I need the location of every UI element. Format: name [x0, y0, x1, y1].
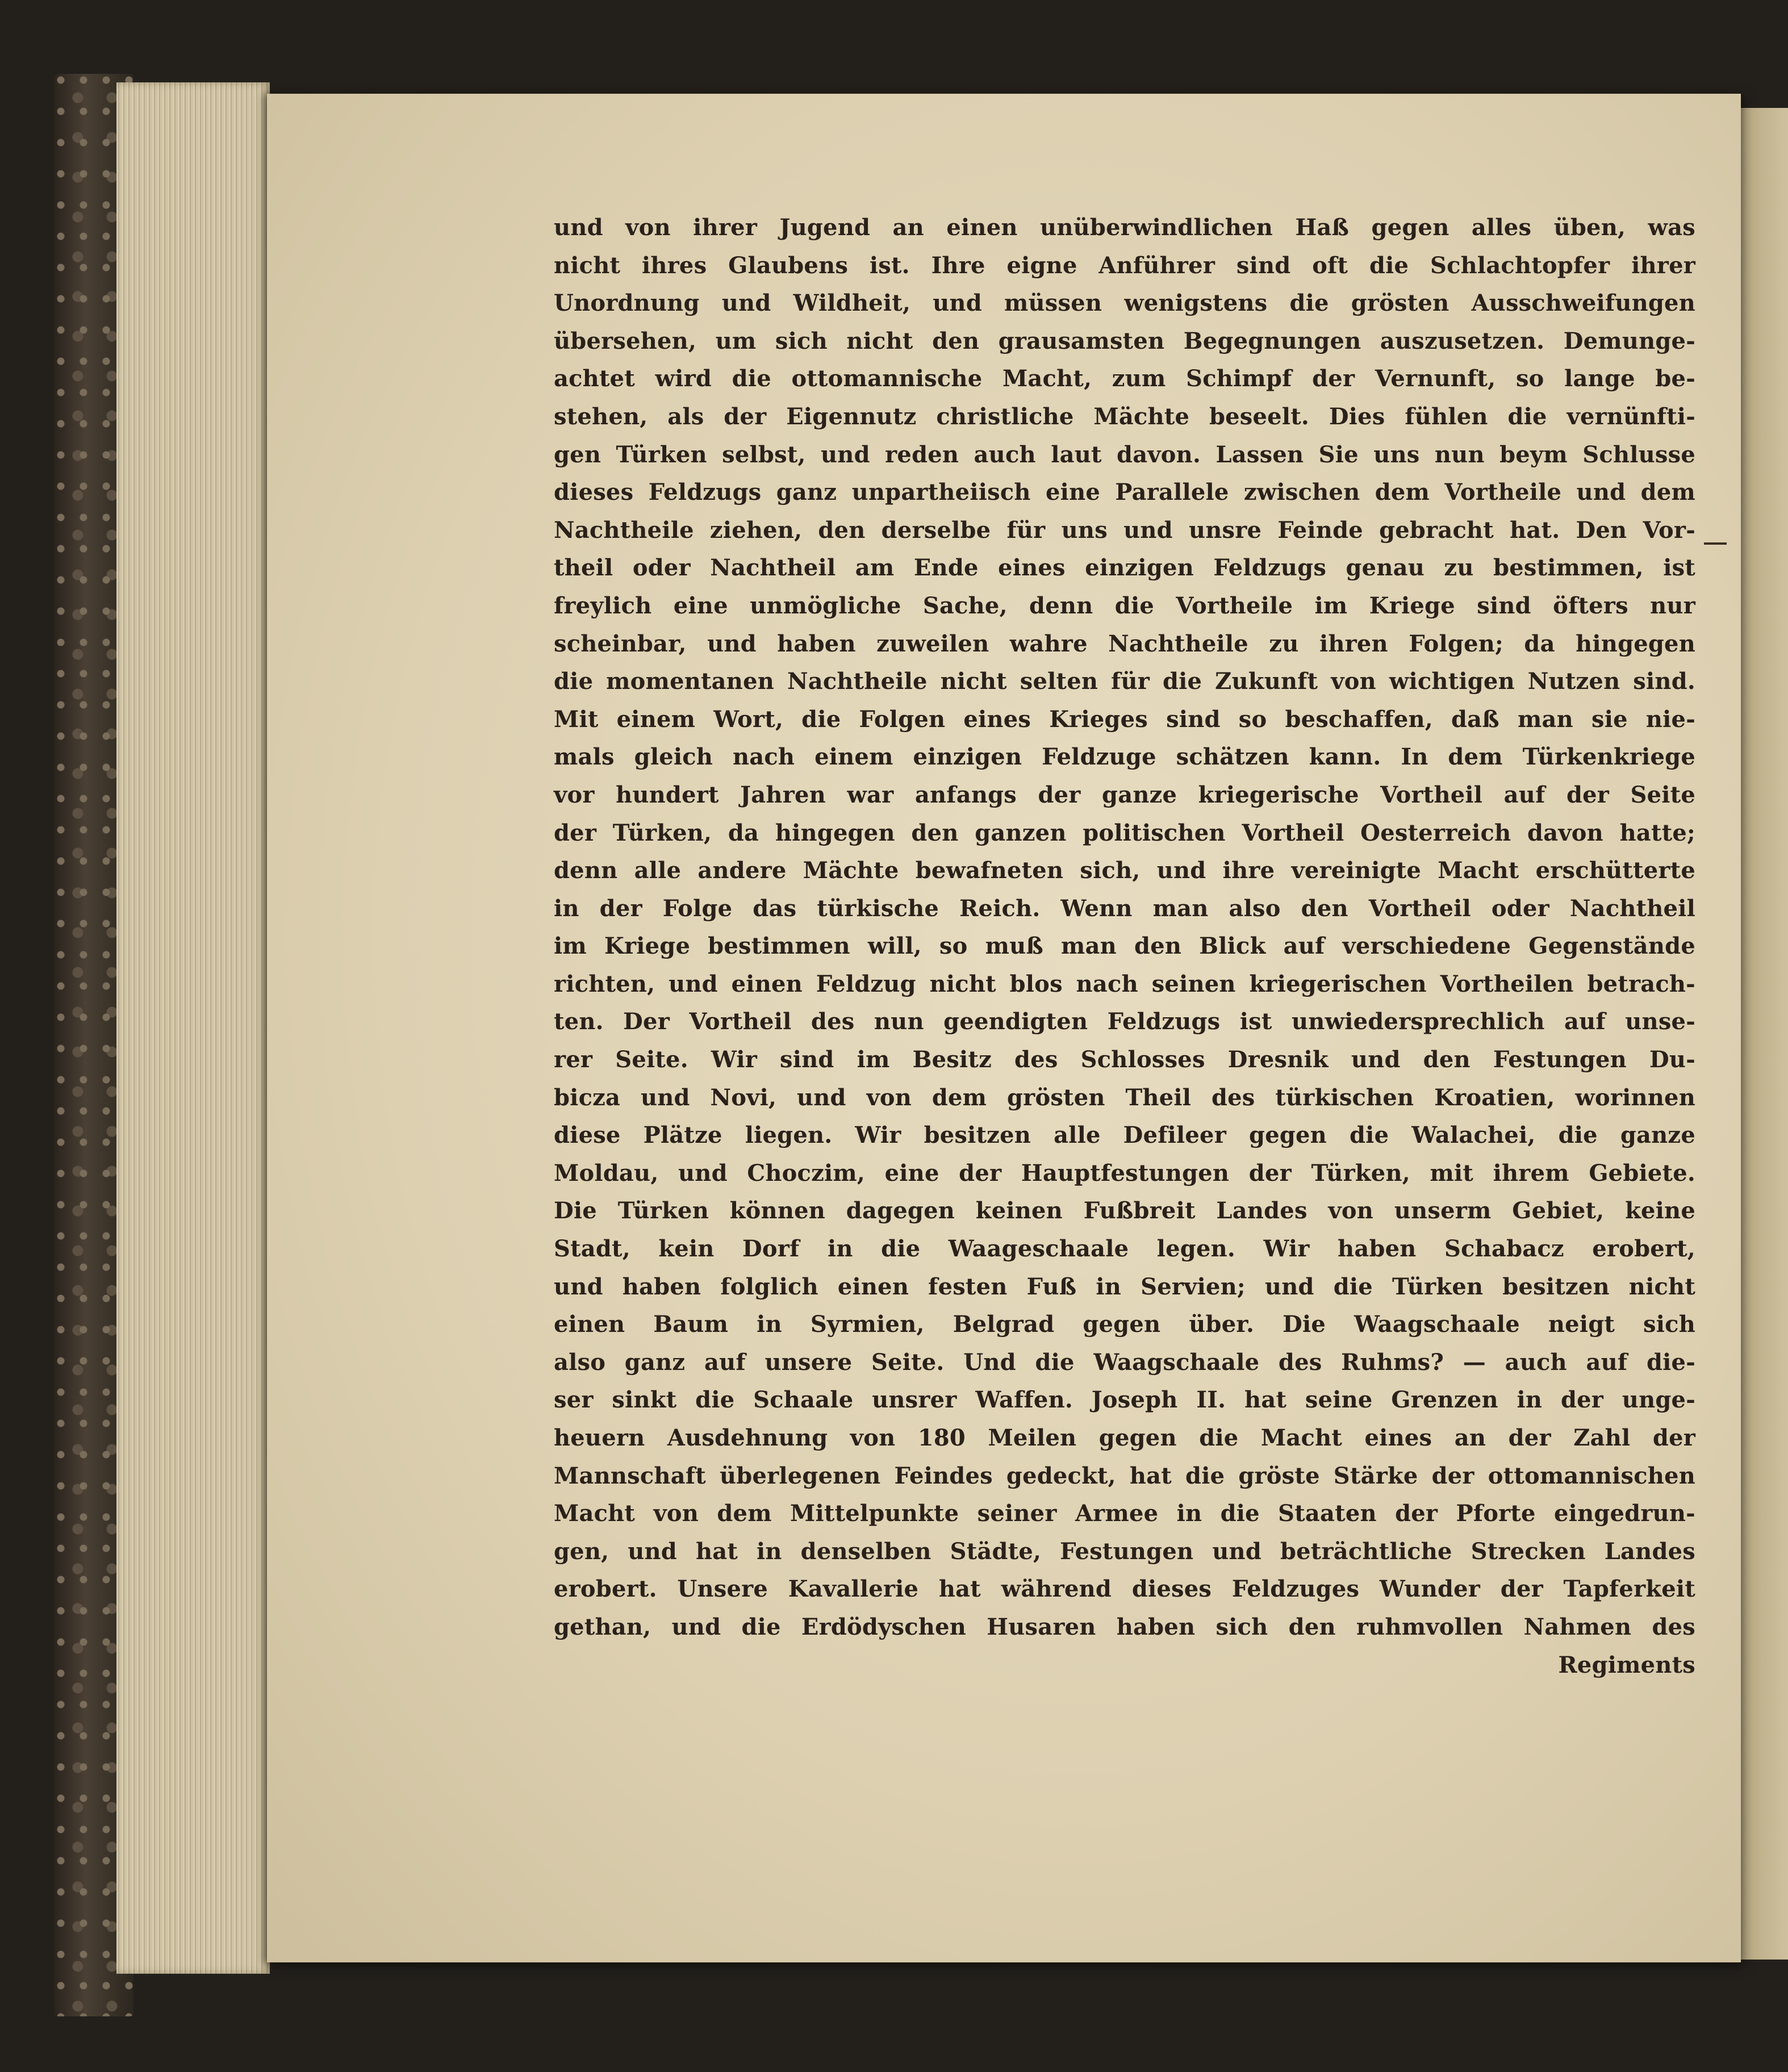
text-line: diese Plätze liegen. Wir besitzen alle Defileer gegen die Walachei, die ganze [554, 1122, 1695, 1149]
page-edges [116, 82, 270, 1974]
page-text [554, 209, 1695, 1684]
text-line: Nachtheile ziehen, den derselbe für uns und unsre Feinde gebracht hat. Den Vor- [554, 516, 1695, 544]
text-line: rer Seite. Wir sind im Besitz des Schlosses Dresnik und den Festungen Du- [554, 1046, 1695, 1073]
text-line: gethan, und die Erdödyschen Husaren haben sich den ruhmvollen Nahmen des [554, 1613, 1695, 1640]
text-line: nicht ihres Glaubens ist. Ihre eigne Anführer sind oft die Schlachtopfer ihrer [554, 252, 1695, 279]
text-line: ser sinkt die Schaale unsrer Waffen. Joseph II. hat seine Grenzen in der unge- [554, 1386, 1695, 1414]
text-line: erobert. Unsere Kavallerie hat während dieses Feldzuges Wunder der Tapferkeit [554, 1576, 1695, 1603]
text-line: Mit einem Wort, die Folgen eines Krieges sind so beschaffen, daß man sie nie- [554, 705, 1695, 733]
text-line: theil oder Nachtheil am Ende eines einzigen Feldzugs genau zu bestimmen, ist [554, 554, 1695, 582]
text-line: übersehen, um sich nicht den grausamsten Begegnungen auszusetzen. Demunge- [554, 327, 1695, 354]
text-line: Die Türken können dagegen keinen Fußbreit Landes von unserm Gebiet, keine [554, 1197, 1695, 1225]
text-line: und von ihrer Jugend an einen unüberwindlichen Haß gegen alles üben, was [554, 214, 1695, 241]
text-line: denn alle andere Mächte bewafneten sich, und ihre vereinigte Macht erschütterte [554, 857, 1695, 884]
text-line: Stadt, kein Dorf in die Waageschaale legen. Wir haben Schabacz erobert, [554, 1235, 1695, 1263]
text-line: gen, und hat in denselben Städte, Festungen und beträchtliche Strecken Landes [554, 1538, 1695, 1565]
text-line: der Türken, da hingegen den ganzen politischen Vortheil Oesterreich davon hatte; [554, 819, 1695, 846]
text-line: heuern Ausdehnung von 180 Meilen gegen die Macht eines an der Zahl der [554, 1424, 1695, 1451]
margin-mark [1704, 542, 1727, 545]
text-line: bicza und Novi, und von dem grösten Theil des türkischen Kroatien, worinnen [554, 1084, 1695, 1111]
text-line: stehen, als der Eigennutz christliche Mächte beseelt. Dies fühlen die vernünfti- [554, 403, 1695, 430]
text-line: Unordnung und Wildheit, und müssen wenigstens die grösten Ausschweifungen [554, 290, 1695, 317]
text-line: Macht von dem Mittelpunkte seiner Armee in die Staaten der Pforte eingedrun- [554, 1500, 1695, 1527]
text-line: richten, und einen Feldzug nicht blos nach seinen kriegerischen Vortheilen betrach- [554, 970, 1695, 997]
text-line: ten. Der Vortheil des nun geendigten Feldzugs ist unwiedersprechlich auf unse- [554, 1008, 1695, 1035]
text-line: also ganz auf unsere Seite. Und die Waagschaale des Ruhms? — auch auf die- [554, 1348, 1695, 1376]
text-line: die momentanen Nachtheile nicht selten für die Zukunft von wichtigen Nutzen sind. [554, 668, 1695, 695]
text-line: achtet wird die ottomannische Macht, zum Schimpf der Vernunft, so lange be- [554, 365, 1695, 392]
text-line: freylich eine unmögliche Sache, denn die Vortheile im Kriege sind öfters nur [554, 592, 1695, 619]
facing-page-edge [1741, 108, 1788, 1960]
text-line: scheinbar, und haben zuweilen wahre Nachtheile zu ihren Folgen; da hingegen [554, 630, 1695, 657]
text-line: und haben folglich einen festen Fuß in Servien; und die Türken besitzen nicht [554, 1273, 1695, 1300]
text-line: in der Folge das türkische Reich. Wenn man also den Vortheil oder Nachtheil [554, 895, 1695, 922]
text-line: Mannschaft überlegenen Feindes gedeckt, hat die gröste Stärke der ottomannischen [554, 1462, 1695, 1489]
text-line: im Kriege bestimmen will, so muß man den Blick auf verschiedene Gegenstände [554, 933, 1695, 960]
text-line: mals gleich nach einem einzigen Feldzuge schätzen kann. In dem Türkenkriege [554, 743, 1695, 771]
text-line: vor hundert Jahren war anfangs der ganze kriegerische Vortheil auf der Seite [554, 781, 1695, 808]
text-line: Moldau, und Choczim, eine der Hauptfestungen der Türken, mit ihrem Gebiete. [554, 1159, 1695, 1187]
text-line: gen Türken selbst, und reden auch laut davon. Lassen Sie uns nun beym Schlusse [554, 441, 1695, 468]
catchword: Regiments [1558, 1651, 1695, 1678]
text-line: einen Baum in Syrmien, Belgrad gegen über. Die Waagschaale neigt sich [554, 1311, 1695, 1338]
text-line: dieses Feldzugs ganz unpartheiisch eine Parallele zwischen dem Vortheile und dem [554, 479, 1695, 506]
